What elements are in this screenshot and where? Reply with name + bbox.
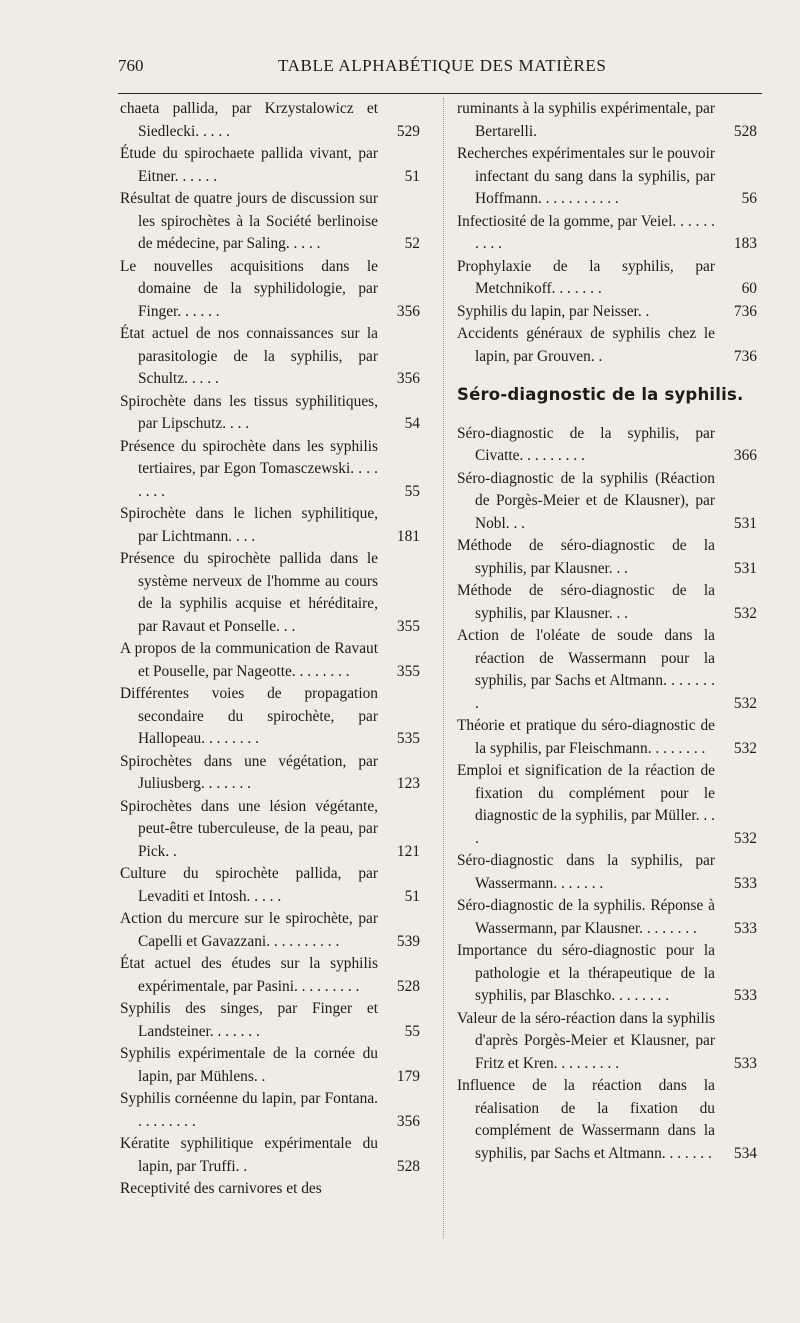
index-entry xyxy=(120,683,420,751)
entry-page-ref: 539 xyxy=(396,932,420,950)
right-entries-before-list xyxy=(457,98,757,368)
entry-page-ref: 123 xyxy=(396,775,420,792)
entry-text: Prophylaxie de la syphilis, par Metchnikoff. . . . . . . xyxy=(457,257,715,297)
entry-text: Action du mercure sur le spirochète, par Capelli et Gavazzani. . . . . . . . . . xyxy=(120,910,378,950)
entry-page-ref: 56 xyxy=(741,190,757,207)
index-entry xyxy=(120,1088,420,1133)
index-entry xyxy=(120,998,420,1043)
entry-text: État actuel de nos connaissances sur la parasitologie de la syphilis, par Schultz. . . . . xyxy=(120,325,378,387)
index-entry xyxy=(457,1075,757,1165)
entry-page-ref: 528 xyxy=(396,1157,420,1175)
index-entry xyxy=(457,625,757,715)
entry-text: Présence du spirochète pallida dans le système nerveux de l'homme au cours de la syphilis acquise et héréditaire, par Ravaut et Ponselle. . . xyxy=(120,550,378,635)
index-entry xyxy=(120,143,420,188)
left-column xyxy=(120,98,420,1201)
entry-page-ref: 181 xyxy=(396,527,420,545)
index-entry xyxy=(457,323,757,368)
right-entries-after-list xyxy=(457,423,757,1166)
entry-page-ref: 183 xyxy=(733,235,757,252)
index-entry xyxy=(457,940,757,1008)
entry-page-ref: 533 xyxy=(733,987,757,1004)
entry-text: Receptivité des carnivores et des xyxy=(120,1180,322,1197)
right-column xyxy=(457,98,757,1165)
index-entry xyxy=(457,211,757,256)
entry-page-ref: 528 xyxy=(733,122,757,140)
entry-page-ref: 51 xyxy=(404,167,420,185)
index-entry xyxy=(457,301,757,324)
entry-text: Méthode de séro-diagnostic de la syphilis, par Klausner. . . xyxy=(457,582,715,622)
entry-text: Méthode de séro-diagnostic de la syphilis, par Klausner. . . xyxy=(457,537,715,577)
index-entry xyxy=(457,423,757,468)
entry-page-ref: 529 xyxy=(396,122,420,140)
entry-text: Syphilis expérimentale de la cornée du lapin, par Mühlens. . xyxy=(120,1045,378,1085)
entry-page-ref: 355 xyxy=(396,617,420,635)
index-entry xyxy=(457,535,757,580)
entry-text: Action de l'oléate de soude dans la réaction de Wassermann pour la syphilis, par Sachs et Altmann. . . . . . . . xyxy=(457,627,715,712)
entry-page-ref: 532 xyxy=(733,694,757,712)
entry-text: Recherches expérimentales sur le pouvoir infectant du sang dans la syphilis, par Hoffmann. . . . . . . . . . . xyxy=(457,145,715,207)
entry-text: Théorie et pratique du séro-diagnostic de la syphilis, par Fleischmann. . . . . . . . xyxy=(457,717,715,757)
index-entry xyxy=(457,715,757,760)
index-entry xyxy=(120,188,420,256)
entry-page-ref: 534 xyxy=(733,1144,757,1162)
entry-text: Séro-diagnostic de la syphilis (Réaction de Porgès-Meier et de Klausner), par Nobl. . . xyxy=(457,469,715,532)
index-entry xyxy=(457,1008,757,1076)
index-entry xyxy=(120,436,420,504)
entry-text: Culture du spirochète pallida, par Levaditi et Intosh. . . . . xyxy=(120,865,378,905)
entry-page-ref: 179 xyxy=(396,1067,420,1085)
left-entries-list xyxy=(120,98,420,1201)
entry-page-ref: 533 xyxy=(733,874,757,892)
entry-text: Importance du séro-diagnostic pour la pathologie et la thérapeutique de la syphilis, par Blaschko. . . . . . . . xyxy=(457,942,715,1004)
index-entry xyxy=(120,98,420,143)
entry-page-ref: 355 xyxy=(396,662,420,680)
entry-text: Emploi et signification de la réaction de fixation du complément pour le diagnostic de la syphilis, par Müller. . . . xyxy=(457,762,715,847)
entry-page-ref: 356 xyxy=(396,1112,420,1130)
entry-text: Le nouvelles acquisitions dans le domaine de la syphilidologie, par Finger. . . . . . xyxy=(120,257,378,320)
entry-text: Accidents généraux de syphilis chez le lapin, par Grouven. . xyxy=(457,325,715,365)
page-header xyxy=(118,52,760,82)
entry-text: Syphilis des singes, par Finger et Landsteiner. . . . . . . xyxy=(120,1000,378,1040)
entry-text: Séro-diagnostic de la syphilis, par Civatte. . . . . . . . . xyxy=(457,424,715,464)
index-entry xyxy=(457,98,757,143)
entry-page-ref: 528 xyxy=(396,977,420,995)
entry-text: Différentes voies de propagation secondaire du spirochète, par Hallopeau. . . . . . . . xyxy=(120,685,378,747)
index-entry xyxy=(457,143,757,211)
entry-page-ref: 356 xyxy=(396,302,420,320)
entry-text: Influence de la réaction dans la réalisation de la fixation du complément de Wassermann dans la syphilis, par Sachs et Altmann. . . . . . . xyxy=(457,1077,715,1162)
entry-text: Syphilis cornéenne du lapin, par Fontana. . . . . . . . . xyxy=(120,1090,378,1130)
index-entry xyxy=(120,796,420,864)
entry-text: Étude du spirochaete pallida vivant, par Eitner. . . . . . xyxy=(120,145,378,185)
index-entry xyxy=(457,895,757,940)
index-entry xyxy=(120,953,420,998)
index-entry xyxy=(457,256,757,301)
entry-page-ref: 532 xyxy=(733,829,757,847)
entry-page-ref: 366 xyxy=(733,447,757,464)
index-entry xyxy=(457,468,757,536)
entry-text: Résultat de quatre jours de discussion sur les spirochètes à la Société berlinoise de médecine, par Saling. . . . . xyxy=(120,190,378,252)
entry-page-ref: 736 xyxy=(733,347,757,365)
entry-text: chaeta pallida, par Krzystalowicz et Siedlecki. . . . . xyxy=(120,100,378,140)
index-entry xyxy=(120,1043,420,1088)
entry-page-ref: 52 xyxy=(404,235,420,252)
entry-page-ref: 356 xyxy=(396,370,420,387)
entry-text: Kératite syphilitique expérimentale du lapin, par Truffi. . xyxy=(120,1135,378,1175)
index-entry xyxy=(120,1133,420,1178)
index-entry xyxy=(120,391,420,436)
entry-page-ref: 532 xyxy=(733,739,757,757)
entry-page-ref: 55 xyxy=(404,482,420,500)
entry-page-ref: 535 xyxy=(396,730,420,747)
entry-page-ref: 55 xyxy=(404,1022,420,1040)
index-entry xyxy=(120,638,420,683)
entry-page-ref: 531 xyxy=(733,514,757,532)
index-entry xyxy=(120,256,420,324)
index-entry xyxy=(120,503,420,548)
entry-text: Valeur de la séro-réaction dans la syphilis d'après Porgès-Meier et Klausner, par Fritz et Kren. . . . . . . . . xyxy=(457,1009,715,1072)
entry-page-ref: 736 xyxy=(733,302,757,320)
entry-text: Spirochète dans les tissus syphilitiques, par Lipschutz. . . . xyxy=(120,392,378,432)
entry-page-ref: 533 xyxy=(733,1054,757,1072)
index-entry xyxy=(120,751,420,796)
entry-text: Infectiosité de la gomme, par Veiel. . . . . . . . . . xyxy=(457,212,715,252)
entry-page-ref: 533 xyxy=(733,919,757,937)
entry-text: État actuel des études sur la syphilis expérimentale, par Pasini. . . . . . . . . xyxy=(120,955,378,995)
entry-text: A propos de la communication de Ravaut et Pouselle, par Nageotte. . . . . . . . xyxy=(120,640,378,680)
entry-text: Séro-diagnostic dans la syphilis, par Wassermann. . . . . . . xyxy=(457,852,715,892)
entry-page-ref: 54 xyxy=(404,415,420,432)
entry-text: Spirochète dans le lichen syphilitique, par Lichtmann. . . . xyxy=(120,505,378,545)
index-entry xyxy=(120,323,420,391)
page-number: 760 xyxy=(118,56,144,75)
entry-text: Syphilis du lapin, par Neisser. . xyxy=(457,302,650,320)
entry-text: Spirochètes dans une lésion végétante, peut-être tuberculeuse, de la peau, par Pick. . xyxy=(120,797,378,860)
entry-page-ref: 51 xyxy=(404,887,420,905)
entry-text: ruminants à la syphilis expérimentale, par Bertarelli. xyxy=(457,100,715,140)
header-rule xyxy=(118,93,762,94)
entry-text: Spirochètes dans une végétation, par Juliusberg. . . . . . . xyxy=(120,752,378,792)
index-entry xyxy=(120,908,420,953)
entry-page-ref: 531 xyxy=(733,559,757,577)
index-entry xyxy=(120,548,420,638)
entry-text: Présence du spirochète dans les syphilis tertiaires, par Egon Tomasczewski. . . . . . . . xyxy=(120,437,378,500)
index-entry xyxy=(457,580,757,625)
index-entry xyxy=(457,760,757,850)
index-entry xyxy=(120,863,420,908)
entry-page-ref: 121 xyxy=(396,842,420,860)
column-divider xyxy=(443,98,444,1238)
entry-text: Séro-diagnostic de la syphilis. Réponse à Wassermann, par Klausner. . . . . . . . xyxy=(457,897,715,937)
index-entry xyxy=(457,850,757,895)
index-entry xyxy=(120,1178,420,1201)
running-title: TABLE ALPHABÉTIQUE DES MATIÈRES xyxy=(278,56,607,75)
entry-page-ref: 60 xyxy=(741,280,757,297)
entry-page-ref: 532 xyxy=(733,604,757,622)
section-heading: Séro-diagnostic de la syphilis. xyxy=(457,385,744,404)
